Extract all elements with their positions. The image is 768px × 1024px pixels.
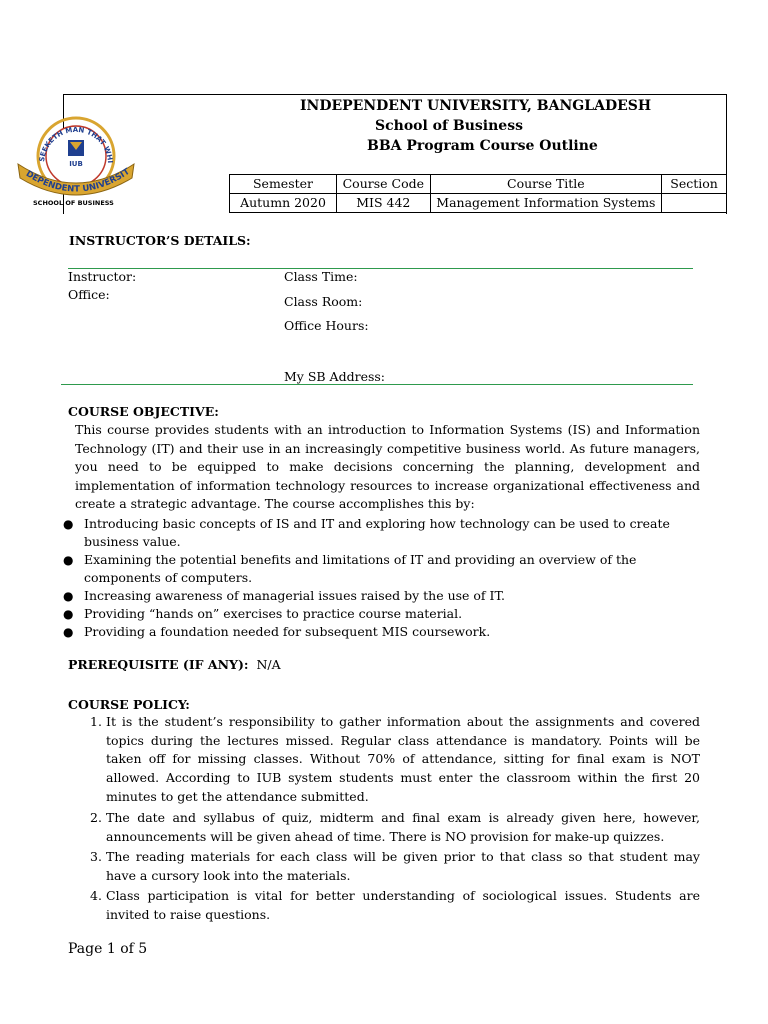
policy-number: 4. <box>90 888 102 903</box>
prerequisite-line <box>68 657 281 672</box>
course-info-table <box>229 174 727 213</box>
university-title: INDEPENDENT UNIVERSITY, BANGLADESH <box>300 98 652 114</box>
logo-arc-text: SEEKETH MAN THAT WHI <box>38 125 115 164</box>
list-item: ● Providing a foundation needed for subsequent MIS coursework. <box>63 624 491 639</box>
divider-bottom <box>61 384 693 385</box>
university-logo <box>14 104 138 212</box>
policy-item-4 <box>90 887 700 924</box>
objective-heading: COURSE OBJECTIVE: <box>68 404 219 419</box>
program-title: BBA Program Course Outline <box>367 138 598 154</box>
logo-ring-text: DEPENDENT UNIVERSIT <box>23 166 132 195</box>
class-room-label: Class Room: <box>284 294 363 309</box>
list-item: ● Increasing awareness of managerial issues raised by the use of IT. <box>63 588 505 603</box>
prerequisite-heading: PREREQUISITE (IF ANY): <box>68 657 249 672</box>
office-label: Office: <box>68 287 110 302</box>
cell-section <box>662 194 727 213</box>
list-item: ● Examining the potential benefits and limitations of IT and providing an overview of the components of computers. <box>63 552 637 585</box>
cell-course-title: Management Information Systems <box>430 194 662 213</box>
instructor-heading: INSTRUCTOR’S DETAILS: <box>69 233 251 248</box>
policy-number: 1. <box>90 714 102 729</box>
divider-top <box>68 268 693 269</box>
logo-caption: SCHOOL OF BUSINESS <box>33 199 114 207</box>
policy-heading: COURSE POLICY: <box>68 697 190 712</box>
header-section: Section <box>662 175 727 194</box>
class-time-label: Class Time: <box>284 269 358 284</box>
page-number: Page 1 of 5 <box>68 941 148 957</box>
instructor-label: Instructor: <box>68 269 137 284</box>
header-semester: Semester <box>230 175 337 194</box>
list-item: ● Introducing basic concepts of IS and IT and exploring how technology can be used to create business value. <box>63 516 670 549</box>
header-course-code: Course Code <box>337 175 431 194</box>
policy-item-3 <box>90 848 700 885</box>
table-row <box>230 194 727 213</box>
policy-item-1 <box>90 713 700 807</box>
office-hours-label: Office Hours: <box>284 318 369 333</box>
cell-course-code: MIS 442 <box>337 194 431 213</box>
prerequisite-value: N/A <box>256 657 281 672</box>
objective-bullets <box>63 515 700 641</box>
header-course-title: Course Title <box>430 175 662 194</box>
sb-address-label: My SB Address: <box>284 369 386 384</box>
policy-number: 3. <box>90 849 102 864</box>
policy-text: The reading materials for each class will be given prior to that class so that student may have a cursory look into the materials. <box>106 849 700 883</box>
policy-text: Class participation is vital for better understanding of sociological issues. Students are invited to raise questions. <box>106 888 700 922</box>
school-title: School of Business <box>375 118 523 134</box>
policy-text: It is the student’s responsibility to gather information about the assignments and covered topics during the lectures missed. Regular class attendance is mandatory. Points will be taken off for missing classes. Without 70% of attendance, sitting for final exam is NOT allowed. According to IUB system students must enter the classroom within the first 20 minutes to get the attendance submitted. <box>106 714 700 804</box>
objective-text: This course provides students with an introduction to Information Systems (IS) and Information Technology (IT) and their use in an increasingly competitive business world. As future managers, you need to be equipped to make decisions concerning the planning, development and implementation of information technology resources to increase organizational effectiveness and create a strategic advantage. The course accomplishes this by: <box>75 422 700 511</box>
policy-text: The date and syllabus of quiz, midterm and final exam is already given here, however, announcements will be given ahead of time. There is NO provision for make-up quizzes. <box>106 810 700 844</box>
policy-item-2 <box>90 809 700 846</box>
policy-number: 2. <box>90 810 102 825</box>
list-item: ● Providing “hands on” exercises to practice course material. <box>63 606 463 621</box>
cell-semester: Autumn 2020 <box>230 194 337 213</box>
logo-abbr: IUB <box>69 160 83 168</box>
logo-emblem-icon <box>14 104 138 212</box>
table-header-row <box>230 175 727 194</box>
